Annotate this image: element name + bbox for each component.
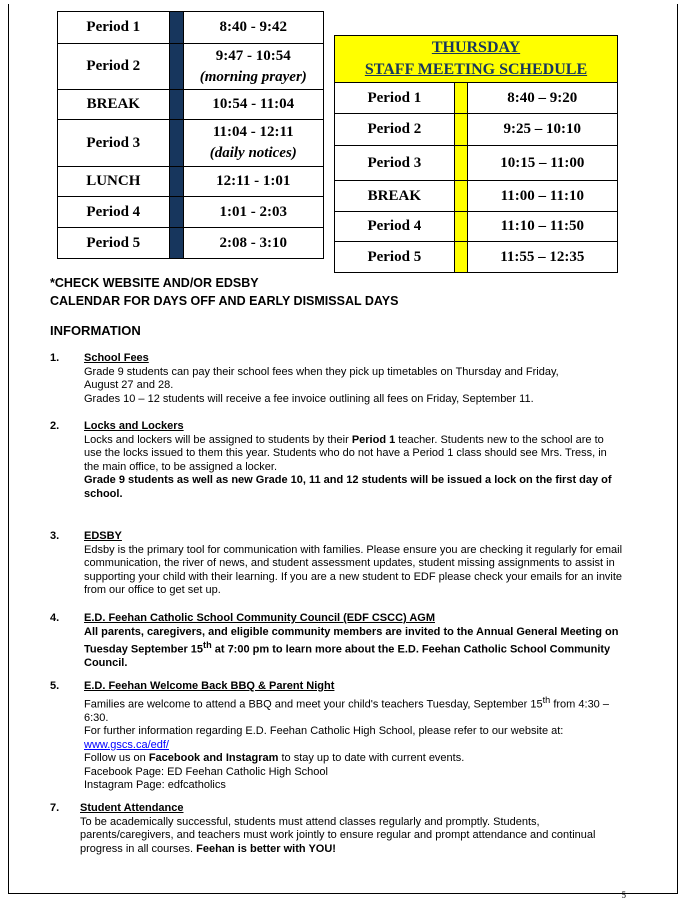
item-number: 4.	[50, 612, 60, 624]
item-body	[84, 352, 624, 406]
divider-bar	[169, 167, 183, 197]
item-title: Student Attendance	[80, 802, 184, 814]
period-time: 11:10 – 11:50	[467, 212, 617, 242]
info-heading: INFORMATION	[50, 323, 141, 338]
period-time: 10:15 – 11:00	[467, 146, 617, 181]
superscript: th	[542, 694, 551, 705]
item-text-part: at 7:00 pm to learn more about the E.D. Feehan Catholic School Community Council.	[84, 643, 611, 670]
thursday-title-line1: THURSDAY	[431, 39, 521, 56]
period-label: Period 5	[335, 242, 455, 273]
period-label: Period 5	[58, 228, 170, 259]
period-note: (daily notices)	[209, 145, 297, 161]
item-title: Locks and Lockers	[84, 420, 184, 432]
period-label: Period 4	[58, 197, 170, 228]
item-text	[84, 694, 624, 726]
table-header	[335, 36, 618, 83]
period-time: 11:04 - 12:11	[212, 124, 294, 140]
item-text: Grades 10 – 12 students will receive a fee invoice outlining all fees on Friday, September 11.	[84, 392, 534, 405]
table-row	[58, 12, 324, 44]
item-body	[84, 680, 624, 793]
divider-bar	[169, 90, 183, 120]
website-link[interactable]: www.gscs.ca/edf/	[84, 738, 169, 751]
table-row	[58, 228, 324, 259]
website-notice	[50, 274, 398, 310]
table-row	[335, 181, 618, 212]
divider-bar	[454, 181, 467, 212]
period-label: BREAK	[335, 181, 455, 212]
thursday-title	[335, 36, 618, 83]
divider-bar	[169, 44, 183, 90]
table-row	[335, 242, 618, 273]
table-row	[58, 167, 324, 197]
divider-bar	[454, 242, 467, 273]
divider-bar	[169, 228, 183, 259]
notice-line: *CHECK WEBSITE AND/OR EDSBY	[50, 276, 259, 290]
item-number: 3.	[50, 530, 60, 542]
period-time-cell	[183, 120, 323, 167]
period-label: LUNCH	[58, 167, 170, 197]
table-row	[58, 120, 324, 167]
period-label: Period 3	[58, 120, 170, 167]
period-label: Period 3	[335, 146, 455, 181]
item-text	[84, 434, 624, 475]
item-text-part: to stay up to date with current events.	[278, 752, 465, 765]
item-number: 5.	[50, 680, 60, 692]
item-body	[84, 612, 624, 671]
item-title: EDSBY	[84, 530, 122, 542]
item-number: 2.	[50, 420, 60, 432]
table-row	[335, 83, 618, 114]
period-time: 10:54 - 11:04	[183, 90, 323, 120]
item-text-part: from 4:30 – 6:30.	[84, 698, 609, 724]
period-time: 2:08 - 3:10	[183, 228, 323, 259]
divider-bar	[454, 114, 467, 146]
item-text: For further information regarding E.D. Feehan Catholic High School, please refer to our website at:	[84, 725, 564, 738]
divider-bar	[169, 12, 183, 44]
item-title: E.D. Feehan Welcome Back BBQ & Parent Night	[84, 680, 335, 692]
period-note: (morning prayer)	[199, 68, 307, 85]
thursday-schedule-table	[334, 35, 618, 273]
period-time: 11:55 – 12:35	[467, 242, 617, 273]
divider-bar	[454, 212, 467, 242]
period-time: 9:47 - 10:54	[215, 47, 291, 64]
item-text: August 27 and 28.	[84, 379, 174, 391]
item-number: 7.	[50, 802, 60, 814]
period-time: 8:40 – 9:20	[467, 83, 617, 114]
period-time: 12:11 - 1:01	[183, 167, 323, 197]
item-text-part: All parents, caregivers, and eligible community members are invited to the Annual General Meeting on Tuesday September 15	[84, 625, 619, 656]
period-label: Period 2	[335, 114, 455, 146]
period-label: Period 1	[58, 12, 170, 44]
period-label: Period 4	[335, 212, 455, 242]
item-text-bold: Period 1	[351, 433, 396, 446]
table-row	[335, 114, 618, 146]
item-text-part: Follow us on	[84, 752, 149, 765]
period-label: BREAK	[58, 90, 170, 120]
divider-bar	[454, 146, 467, 181]
table-row	[58, 197, 324, 228]
table-row	[335, 146, 618, 181]
table-row	[58, 90, 324, 120]
item-title: School Fees	[84, 352, 149, 364]
page-number: 5	[621, 890, 626, 900]
item-body	[80, 802, 620, 856]
item-text	[84, 626, 624, 671]
item-text-part: teacher. Students new to the school are to use the locks issued to them this year. Students who do not have a Period 1 class should see Mrs. Tress, in the main office, to be assigned a locker.	[84, 433, 607, 473]
item-body	[84, 420, 624, 501]
thursday-title-line2: STAFF MEETING SCHEDULE	[364, 61, 588, 78]
item-title: E.D. Feehan Catholic School Community Council (EDF CSCC) AGM	[84, 612, 435, 624]
period-label: Period 1	[335, 83, 455, 114]
table-row	[335, 212, 618, 242]
item-number: 1.	[50, 352, 60, 364]
period-label: Period 2	[58, 44, 170, 90]
notice-line: CALENDAR FOR DAYS OFF AND EARLY DISMISSAL DAYS	[50, 294, 399, 308]
table-row	[58, 44, 324, 90]
item-text-part: Locks and lockers will be assigned to students by their	[84, 433, 352, 446]
item-text	[84, 752, 624, 766]
period-time: 1:01 - 2:03	[183, 197, 323, 228]
period-time: 8:40 - 9:42	[183, 12, 323, 44]
item-text-bold: Facebook and Instagram	[148, 752, 279, 765]
period-time-cell	[183, 44, 323, 90]
bell-schedule-table	[57, 11, 324, 259]
period-time: 9:25 – 10:10	[467, 114, 617, 146]
item-text-bold: Feehan is better with YOU!	[196, 842, 336, 855]
superscript: th	[203, 640, 212, 650]
facebook-page: Facebook Page: ED Feehan Catholic High School	[84, 765, 328, 778]
divider-bar	[169, 120, 183, 167]
item-body	[84, 530, 624, 598]
item-text-bold: Grade 9 students as well as new Grade 10, 11 and 12 students will be issued a lock on the first day of school.	[84, 474, 612, 500]
divider-bar	[169, 197, 183, 228]
item-text: Edsby is the primary tool for communication with families. Please ensure you are checking it regularly for email communication, the river of news, and student assessment updates, student missing assignments to assist in supporting your child with their learning. If you are a new student to EDF please check your emails for an invite from our office to get set up.	[84, 543, 623, 596]
period-time: 11:00 – 11:10	[467, 181, 617, 212]
item-text-part: To be academically successful, students must attend classes regularly and promptly. Students, parents/caregivers, and teachers must work jointly to ensure regular and prompt attendance and continual progress in all courses.	[80, 815, 596, 855]
item-text-part: Families are welcome to attend a BBQ and meet your child's teachers Tuesday, September 15	[84, 698, 543, 711]
divider-bar	[454, 83, 467, 114]
item-text	[80, 816, 620, 857]
instagram-page: Instagram Page: edfcatholics	[84, 779, 226, 792]
item-text: Grade 9 students can pay their school fees when they pick up timetables on Thursday and Friday,	[84, 365, 559, 378]
